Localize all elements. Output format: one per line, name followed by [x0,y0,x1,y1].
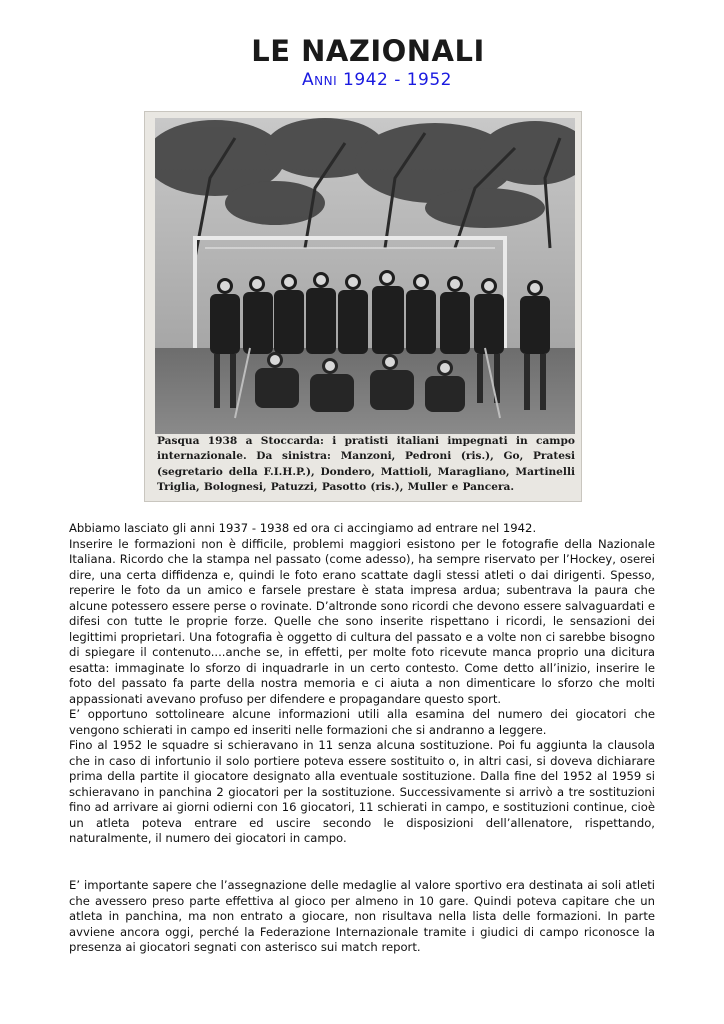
paragraph: Inserire le formazioni non è difficile, problemi maggiori esistono per le fotografie della Nazionale Italiana. Ricordo che la stampa nel passato (come adesso), ha sempre riservato per l’Hockey, oserei dire, una certa diffidenza e, quindi le foto erano scattate dagli stessi atleti o dai dirigenti. Spesso, reperire le foto da un amico e farsele prestare è stata impresa ardua; subentrava la paura che alcune potessero essere perse o rovinate. D’altronde sono ricordi che devono essere salvaguardati e difesi con tutte le proprie forze. Quelle che sono inserite rispettano i ricordi, le sensazioni dei legittimi proprietari. Una fotografia è oggetto di cultura del passato e a volte non ci sarebbe bisogno di spiegare il contenuto....anche se, in effetti, per molte foto ricevute manca proprio una dicitura esatta: immaginate lo sforzo di inquadrarle in un certo contesto. Come detto all’inizio, inserire le foto del passato fa parte della nostra memoria e ci aiuta a non dimenticare lo sforzo che molti appassionati avevano profuso per difendere e propagandare questo sport. [69,536,655,706]
paragraph: Abbiamo lasciato gli anni 1937 - 1938 ed ora ci accingiamo ad entrare nel 1942. [69,521,537,535]
page-subtitle: Anni 1942 - 1952 [302,70,452,90]
paragraph: E’ opportuno sottolineare alcune informazioni utili alla esamina del numero dei giocatori che vengono schierati in campo ed inseriti nelle formazioni che si andranno a leggere. [69,707,655,737]
photo-caption: Pasqua 1938 a Stoccarda: i pratisti italiani impegnati in campo internazionale. Da sinistra: Manzoni, Pedroni (ris.), Go, Pratesi (segretario della F.I.H.P.), Dondero, Mattioli, Maragliano, Martinelli Triglia, Bolognesi, Patuzzi, Pasotto (ris.), Muller e Pancera. [157,435,575,494]
page-title: LE NAZIONALI [251,34,485,68]
newspaper-clipping [144,111,582,502]
paragraph: E’ importante sapere che l’assegnazione delle medaglie al valore sportivo era destinata ai soli atleti che avessero preso parte effettiva al gioco per almeno in 10 gare. Quindi poteva capitare che un atleta in panchina, ma non entrato a giocare, non risultava nella lista delle formazioni. In parte avviene ancora oggi, perché la Federazione Internazionale tramite i giudici di campo riconosce la presenza ai giocatori segnati con asterisco sui match report. [69,878,655,954]
team-photo-image [155,118,575,434]
article-closing [69,878,655,956]
article-body [69,521,655,847]
paragraph: Fino al 1952 le squadre si schieravano in 11 senza alcuna sostituzione. Poi fu aggiunta la clausola che in caso di infortunio il solo portiere poteva essere sostituito o, in altri casi, si doveva dichiarare prima della partite il giocatore designato alla eventuale sostituzione. Dalla fine del 1952 al 1959 si schieravano in panchina 2 giocatori per la sostituzione. Successivamente si arrivò a tre sostituzioni fino ad arrivare ai giorni odierni con 16 giocatori, 11 schierati in campo, e sostituzioni continue, cioè un atleta poteva entrare ed uscire secondo le disposizioni dell’allenatore, rispettando, naturalmente, il numero dei giocatori in campo. [69,738,655,845]
team-photo [155,118,575,434]
